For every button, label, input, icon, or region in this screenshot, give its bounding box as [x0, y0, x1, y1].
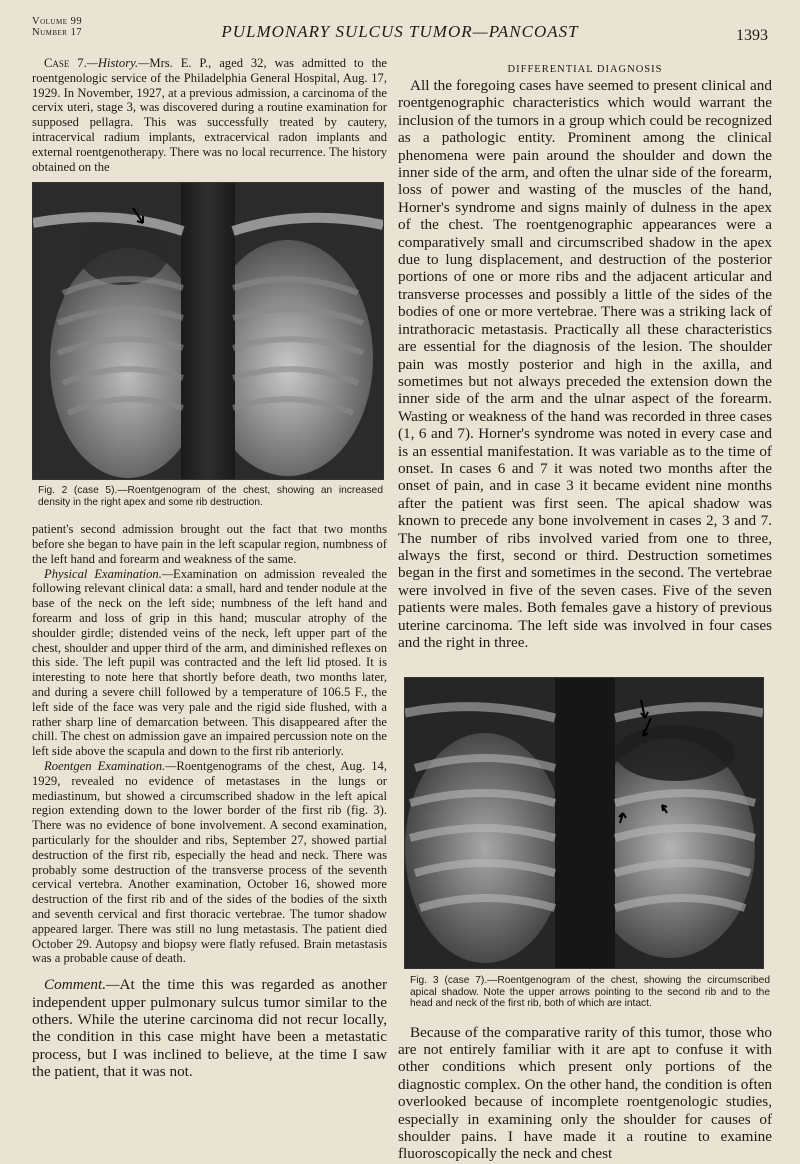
volume-label: Volume 99	[32, 16, 83, 27]
physical-examination-paragraph	[32, 567, 387, 759]
left-column	[32, 56, 387, 1081]
case-7-history	[32, 56, 387, 174]
comment-text: At the time this was regarded as another independent upper pulmonary sulcus tumor similar to the others. While the uterine carcinoma did not recur locally, the condition in this case might have been a metastatic process, but I was inclined to believe, at the time I saw the patient, that it was not.	[32, 976, 387, 1081]
case-label: Case 7.	[44, 56, 87, 70]
physical-examination-label: Physical Examination.—	[44, 566, 174, 581]
figure-3-xray	[404, 677, 764, 969]
differential-diagnosis-paragraph: All the foregoing cases have seemed to present clinical and roentgenographic characteristics which would warrant the inclusion of the tumors in a group which could be recognized as a pathologic entity. Prominent among the clinical phenomena were pain around the shoulder and down the inner side of the arm, and often the ulnar side of the forearm, loss of power and wasting of the muscles of the hand, Horner's syndrome and signs mainly of dulness in the apex of the chest. The roentgenographic appearances were a comparatively small and circumscribed shadow in the apex due to lung displacement, and destruction of the posterior portions of one or more ribs and the adjacent articular and transverse processes and possibly a little of the sides of the bodies of one or more vertebrae. There was a striking lack of intrathoracic metastasis. Practically all these characteristics are essential for the diagnosis of the lesion. The shoulder pain was mostly posterior and high in the axilla, and sometimes but not always preceded the extension down the inner side of the arm and the ulnar aspect of the forearm. Wasting or weakness of the hand was recorded in three cases (1, 6 and 7). Horner's syndrome was noted in every case and is an essential manifestation. It was variable as to the time of onset. In cases 6 and 7 it was noted two months after the onset of pain, and in case 3 it became evident nine months after the patient was first seen. The apical shadow was known to precede any bone involvement in cases 2, 3 and 7. The number of ribs involved varied from one to three, always the first, second or third. Destruction sometimes began in the first and sometimes in the second. The vertebrae were involved in five of the seven cases. Five of the seven patients were males. Both females gave a history of previous uterine carcinoma. The left side was involved in four cases and the right in three.	[398, 77, 772, 651]
chest-xray-image	[33, 183, 383, 479]
second-admission-paragraph: patient's second admission brought out the fact that two months before she began to have pain in the left scapular region, numbness of the left hand and forearm and weakness of the same.	[32, 522, 387, 566]
chest-xray-image-2	[405, 678, 763, 968]
roentgen-examination-label: Roentgen Examination.—	[44, 758, 177, 773]
roentgen-examination-paragraph	[32, 759, 387, 966]
comment-label: Comment.—	[44, 976, 120, 994]
section-title: DIFFERENTIAL DIAGNOSIS	[507, 64, 663, 75]
running-title: PULMONARY SULCUS TUMOR—PANCOAST	[221, 22, 579, 41]
page-number: 1393	[736, 27, 768, 44]
history-text: Mrs. E. P., aged 32, was admitted to the roentgenologic service of the Philadelphia General Hospital, Aug. 17, 1929. In November, 1927, at a previous admission, a carcinoma of the cervix uteri, stage 3, was discovered during a routine examination for supposed pellagra. This was successfully treated by cautery, intracervical radium implants, extracervical radon implants and external roentgenotherapy. There was no local recurrence. The history obtained on the	[32, 56, 387, 174]
number-label: Number 17	[32, 27, 83, 38]
comment-paragraph	[32, 976, 387, 1080]
history-label: —History.—	[86, 56, 150, 70]
right-column	[398, 64, 772, 1163]
figure-2-xray	[32, 182, 384, 480]
rarity-paragraph: Because of the comparative rarity of this tumor, those who are not entirely familiar with it are apt to confuse it with other conditions which present only portions of the diagnostic complex. On the other hand, the condition is often overlooked because of incomplete roentgenologic studies, especially in examining only the shoulder for causes of shoulder pains. I have made it a routine to examine fluoroscopically the neck and chest	[398, 1023, 772, 1163]
figure-2-caption: Fig. 2 (case 5).—Roentgenogram of the chest, showing an increased density in the right apex and some rib destruction.	[38, 485, 383, 508]
figure-3-caption: Fig. 3 (case 7).—Roentgenogram of the chest, showing the circumscribed apical shadow. Note the upper arrows pointing to the second rib and to the head and neck of the first rib, both of which are intact.	[410, 975, 770, 1010]
physical-examination-text: Examination on admission revealed the following relevant clinical data: a small, hard and tender nodule at the base of the neck on the left side; numbness of the left hand and forearm and loss of grip in this hand; muscular atrophy of the shoulder girdle; distended veins of the neck, left upper part of the chest, shoulder and upper third of the arm, and diminished reflexes on this side. The left pupil was contracted and the left lid ptosed. It is interesting to note here that shortly before death, two months later, and during a severe chill followed by a temperature of 106.5 F., the left side of the face was very pale and the rigid side flushed, with a rather sharp line of demarcation between. This disappeared after the chill. The chest on admission gave an impaired percussion note on the left side above the scapula and down to the first rib anteriorly.	[32, 566, 387, 759]
roentgen-examination-text: Roentgenograms of the chest, Aug. 14, 1929, revealed no evidence of metastases in the lungs or mediastinum, but showed a circumscribed shadow in the left apical region extending down to the lower border of the first rib (fig. 3). There was no evidence of bone involvement. A second examination, particularly for the shoulder and ribs, September 27, showed partial destruction of the first rib, especially the head and neck. There was probably some destruction of the transverse process of the seventh cervical vertebra. Another examination, October 16, showed more destruction of the first rib and of the sides of the bodies of the sixth and seventh cervical and first thoracic vertebrae. The tumor shadow appeared larger. There was still no lung metastasis. The patient died October 29. Autopsy and biopsy were flatly refused. Brain metastasis was a probable cause of death.	[32, 758, 387, 966]
